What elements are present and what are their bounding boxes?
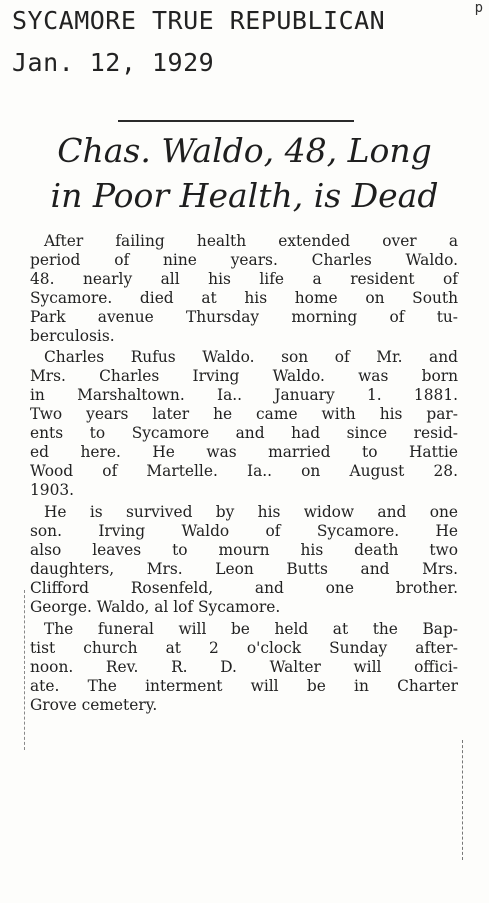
clipping-edge-left (24, 590, 26, 750)
text-line: After failing health extended over a (44, 232, 458, 250)
article-body (30, 232, 458, 715)
text-line: period of nine years. Charles Waldo. (30, 251, 458, 269)
text-line: in Marshaltown. Ia.. January 1. 1881. (30, 386, 458, 404)
text-line: He is survived by his widow and one (44, 503, 458, 521)
text-line: George. Waldo, al lof Sycamore. (30, 598, 281, 616)
text-line: ate. The interment will be in Charter (30, 677, 458, 695)
paragraph-1 (30, 232, 458, 346)
headline-line-1: Chas. Waldo, 48, Long (57, 131, 432, 170)
headline-line-2: in Poor Health, is Dead (50, 176, 439, 215)
text-line: Wood of Martelle. Ia.. on August 28. (30, 462, 458, 480)
text-line: The funeral will be held at the Bap- (44, 620, 458, 638)
text-line: son. Irving Waldo of Sycamore. He (30, 522, 458, 540)
paragraph-3 (30, 503, 458, 617)
text-line: Clifford Rosenfeld, and one brother. (30, 579, 458, 597)
text-line: Charles Rufus Waldo. son of Mr. and (44, 348, 458, 366)
text-line: ents to Sycamore and had since resid- (30, 424, 458, 442)
text-line: also leaves to mourn his death two (30, 541, 458, 559)
text-line: daughters, Mrs. Leon Butts and Mrs. (30, 560, 458, 578)
text-line: Mrs. Charles Irving Waldo. was born (30, 367, 458, 385)
text-line: tist church at 2 o'clock Sunday after- (30, 639, 458, 657)
text-line: ed here. He was married to Hattie (30, 443, 458, 461)
masthead-label: SYCAMORE TRUE REPUBLICAN (12, 6, 386, 35)
text-line: 1903. (30, 481, 75, 499)
paragraph-2 (30, 348, 458, 500)
text-line: Two years later he came with his par- (30, 405, 458, 423)
clipping-edge-right (462, 740, 464, 860)
text-line: noon. Rev. R. D. Walter will offici- (30, 658, 458, 676)
text-line: berculosis. (30, 327, 115, 345)
text-line: 48. nearly all his life a resident of (30, 270, 458, 288)
headline-rule (118, 120, 354, 122)
text-line: Sycamore. died at his home on South (30, 289, 458, 307)
date-label: Jan. 12, 1929 (12, 48, 215, 77)
text-line: Park avenue Thursday morning of tu- (30, 308, 458, 326)
corner-mark: p (474, 0, 483, 16)
headline (0, 128, 489, 218)
paragraph-4 (30, 620, 458, 715)
text-line: Grove cemetery. (30, 696, 158, 714)
